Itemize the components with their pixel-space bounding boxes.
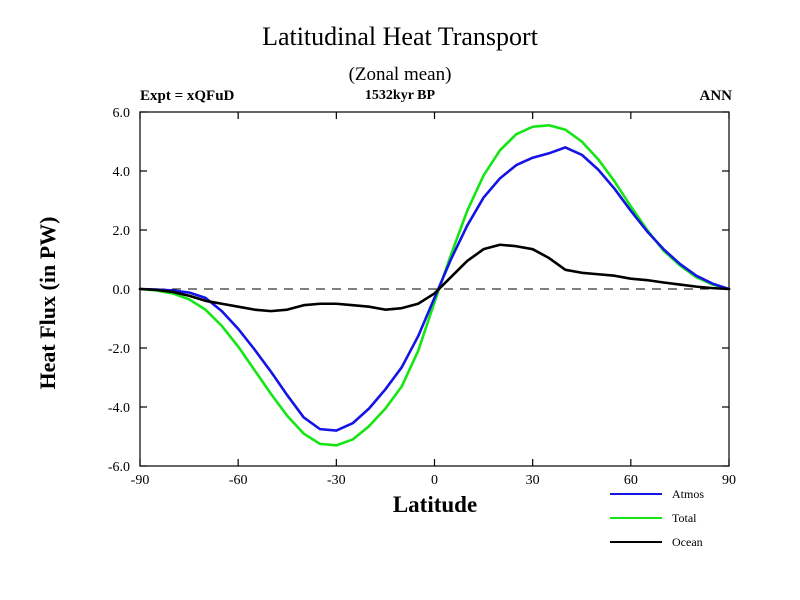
svg-text:-30: -30 — [326, 473, 346, 488]
svg-text:-6.0: -6.0 — [107, 460, 130, 475]
legend-label-ocean: Ocean — [672, 534, 703, 549]
svg-text:30: 30 — [525, 473, 540, 488]
svg-text:4.0: 4.0 — [112, 165, 130, 180]
legend-label-total: Total — [672, 510, 697, 525]
experiment-label: Expt = xQFuD — [140, 88, 235, 104]
chart-legend — [610, 482, 780, 554]
legend-item — [610, 482, 780, 506]
svg-text:-4.0: -4.0 — [107, 401, 130, 416]
svg-text:-2.0: -2.0 — [107, 342, 130, 357]
svg-text:60: 60 — [623, 473, 638, 488]
svg-text:0: 0 — [431, 473, 438, 488]
season-label: ANN — [699, 88, 732, 104]
chart-subtitle: (Zonal mean) — [348, 64, 452, 85]
y-axis-label: Heat Flux (in PW) — [35, 216, 60, 390]
legend-swatch-atmos — [610, 493, 662, 495]
svg-text:0.0: 0.0 — [112, 283, 130, 298]
period-label: 1532kyr BP — [364, 88, 436, 103]
svg-text:90: 90 — [722, 473, 736, 488]
legend-swatch-total — [610, 517, 662, 519]
svg-text:-90: -90 — [130, 473, 150, 488]
legend-item — [610, 530, 780, 554]
legend-label-atmos: Atmos — [672, 486, 705, 501]
x-axis-label: Latitude — [392, 492, 478, 517]
legend-swatch-ocean — [610, 541, 662, 543]
svg-text:-60: -60 — [228, 473, 248, 488]
svg-text:2.0: 2.0 — [112, 224, 130, 239]
legend-item — [610, 506, 780, 530]
svg-text:6.0: 6.0 — [112, 106, 130, 121]
page-title: Latitudinal Heat Transport — [262, 22, 538, 51]
